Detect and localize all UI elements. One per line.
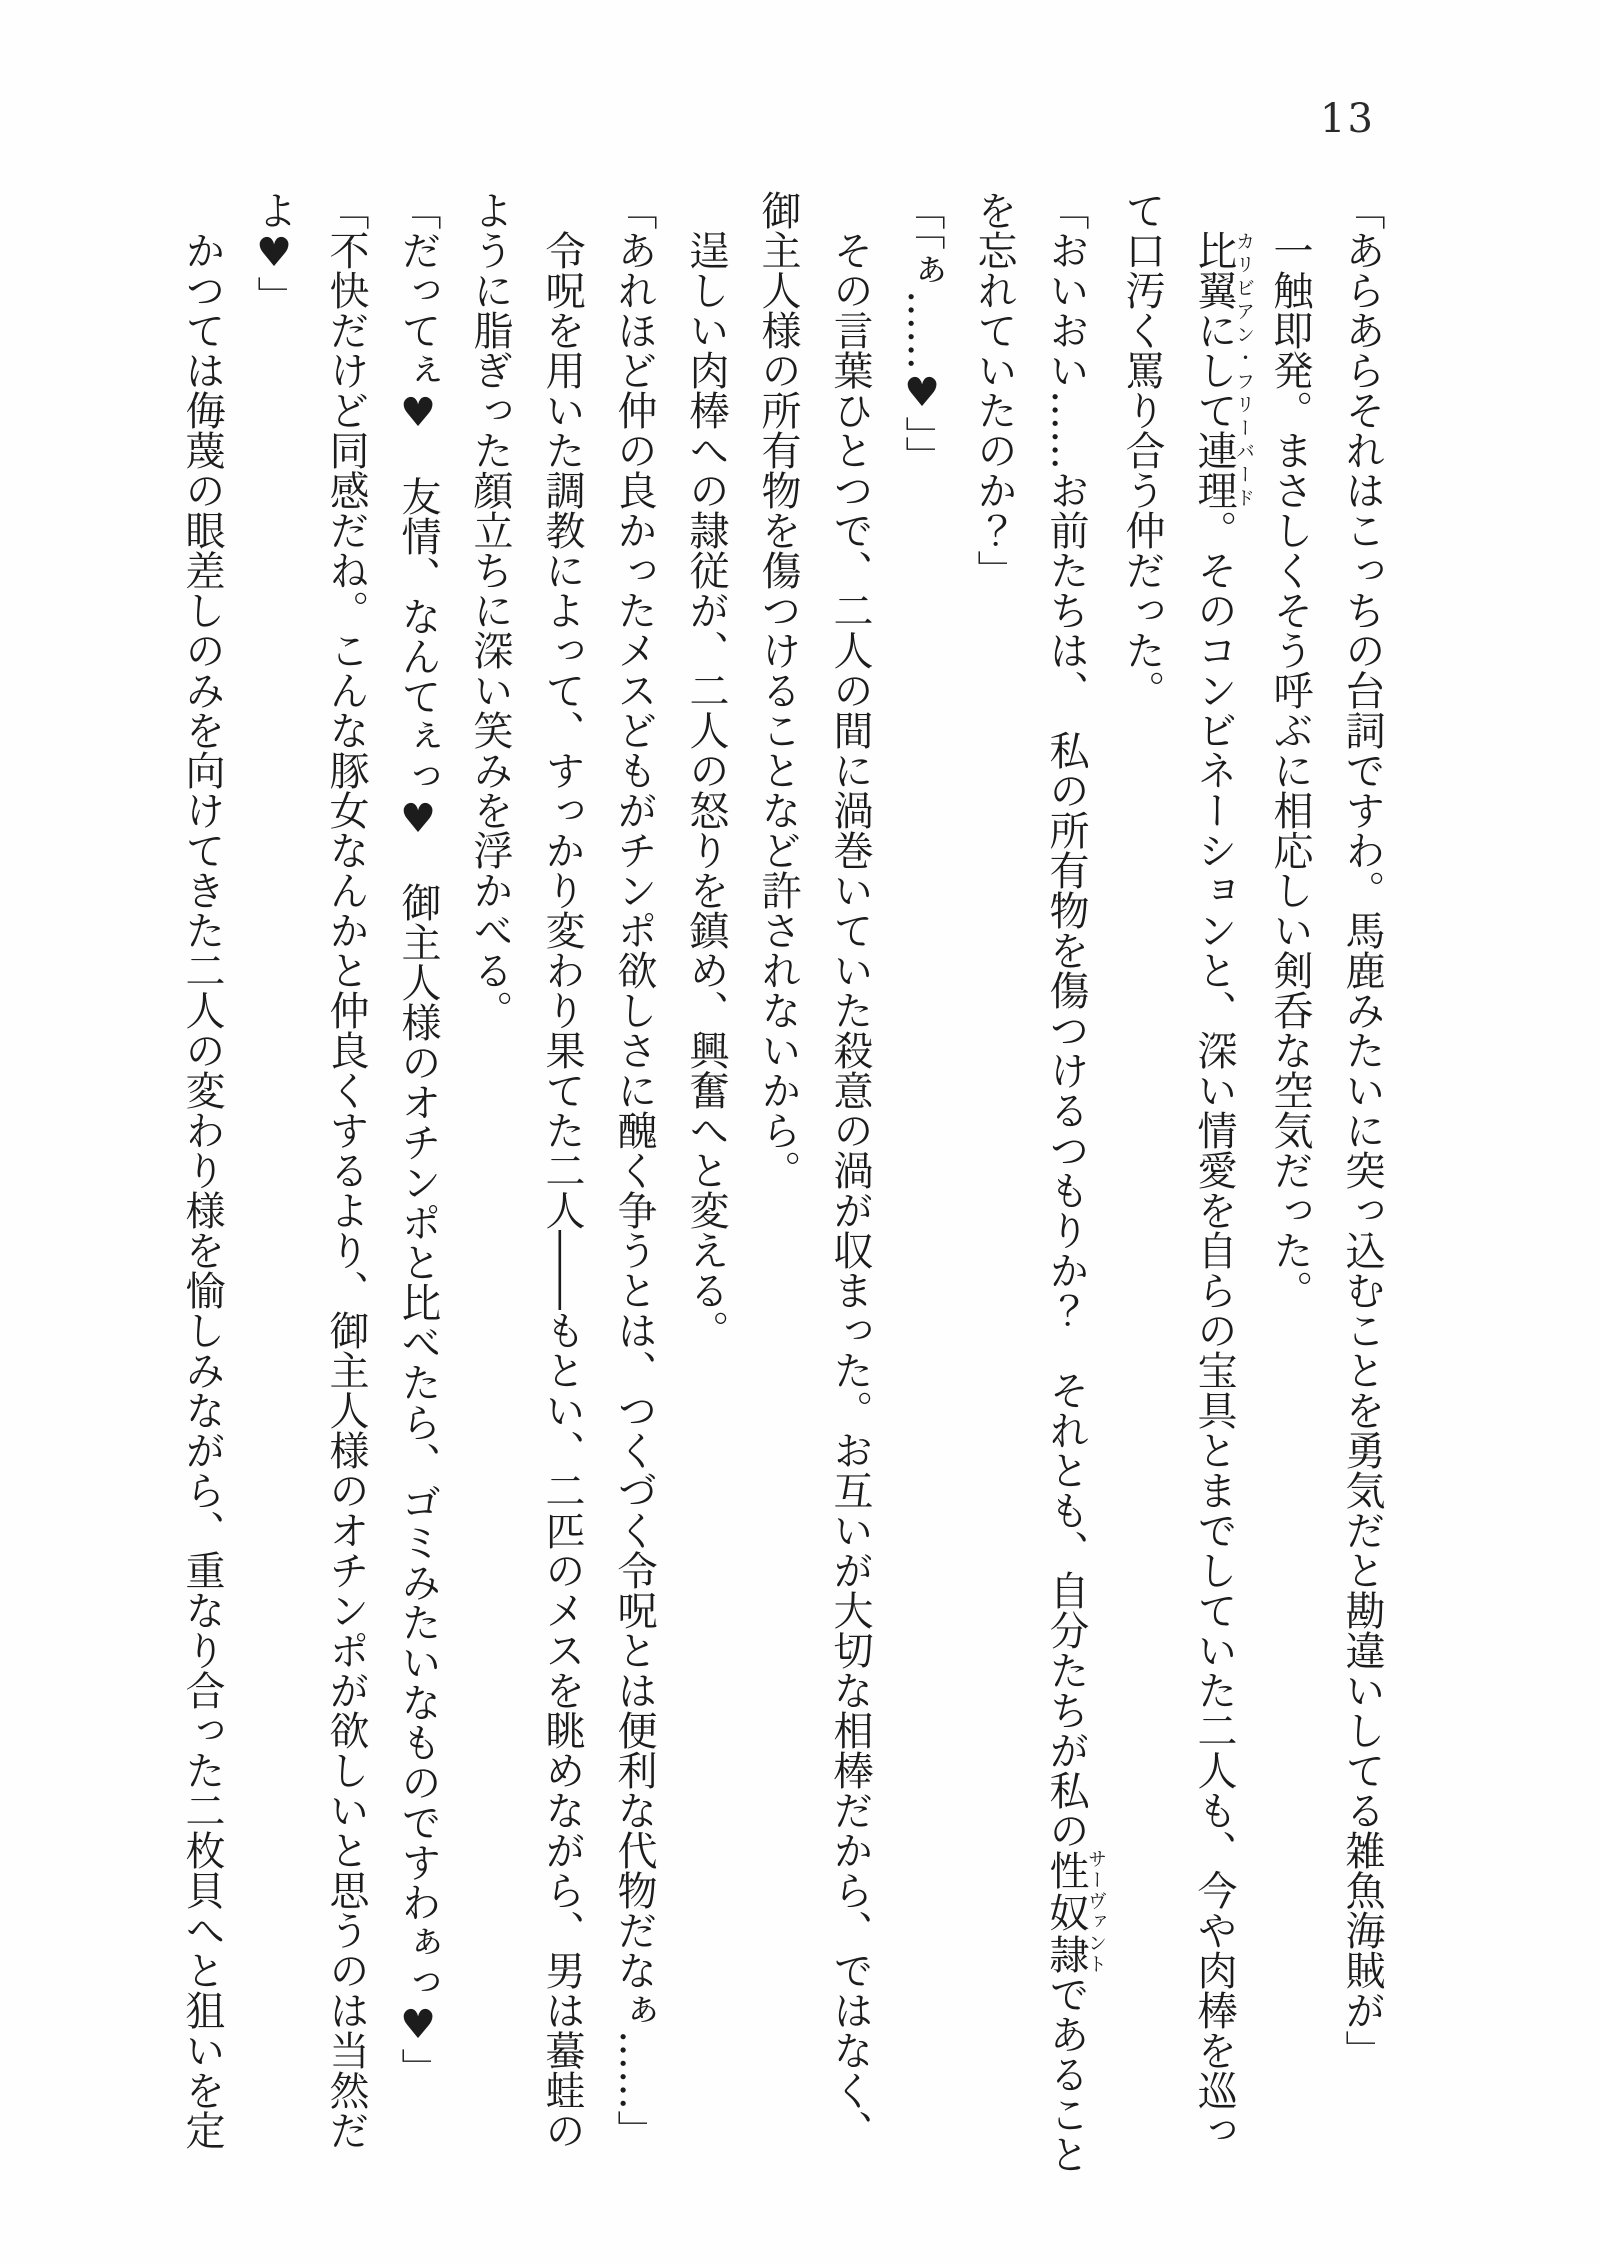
- furigana-annotation: 性奴隷サーヴァント: [1043, 1849, 1107, 1975]
- text-column: ように脂ぎった顔立ちに深い笑みを浮かべる。: [467, 190, 513, 1030]
- text-column: よ♥」: [251, 190, 297, 316]
- text-column: その言葉ひとつで、二人の間に渦巻いていた殺意の渦が収まった。お互いが大切な相棒だから、ではなく、: [827, 230, 873, 2150]
- furigana-annotation: 比翼にして連理カリビアン・フリーバード: [1191, 230, 1255, 510]
- text-column: 「だってぇ♥ 友情、なんてぇっ♥ 御主人様のオチンポと比べたら、ゴミみたいなものですわぁっ♥」: [395, 190, 441, 2088]
- text-column: かつては侮蔑の眼差しのみを向けてきた二人の変わり様を愉しみながら、重なり合った二枚貝へと狙いを定: [179, 230, 225, 2150]
- text-column: 逞しい肉棒への隷従が、二人の怒りを鎮め、興奮へと変える。: [683, 230, 729, 1350]
- text-column: 御主人様の所有物を傷つけることなど許されないから。: [755, 190, 801, 1190]
- text-column: 「おいおい……お前たちは、 私の所有物を傷つけるつもりか？ それとも、自分たちが私の性奴隷サーヴァントであること: [1043, 190, 1107, 2174]
- text-column: 「「ぁ……♥」」: [899, 190, 945, 476]
- vertical-text-block: [166, 190, 1398, 2254]
- text-column: て口汚く罵り合う仲だった。: [1119, 190, 1165, 710]
- text-column: 一触即発。まさしくそう呼ぶに相応しい剣呑な空気だった。: [1267, 230, 1313, 1310]
- text-column: 令呪を用いた調教によって、すっかり変わり果てた二人――もとい、二匹のメスを眺めながら、男は蟇蛙の: [539, 230, 585, 2150]
- text-column: 「あれほど仲の良かったメスどもがチンポ欲しさに醜く争うとは、つくづく令呪とは便利な代物だなぁ……」: [611, 190, 657, 2150]
- text-column: を忘れていたのか？」: [971, 190, 1017, 590]
- text-column: 「不快だけど同感だね。こんな豚女なんかと仲良くするより、御主人様のオチンポが欲しいと思うのは当然だ: [323, 190, 369, 2150]
- text-column: 比翼にして連理カリビアン・フリーバード。そのコンビネーションと、深い情愛を自らの宝具とまでしていた二人も、今や肉棒を巡っ: [1191, 230, 1255, 2150]
- text-column: 「あらあらそれはこっちの台詞ですわ。馬鹿みたいに突っ込むことを勇気だと勘違いしてる雑魚海賊が」: [1339, 190, 1385, 2070]
- page-number: 13: [1320, 96, 1375, 142]
